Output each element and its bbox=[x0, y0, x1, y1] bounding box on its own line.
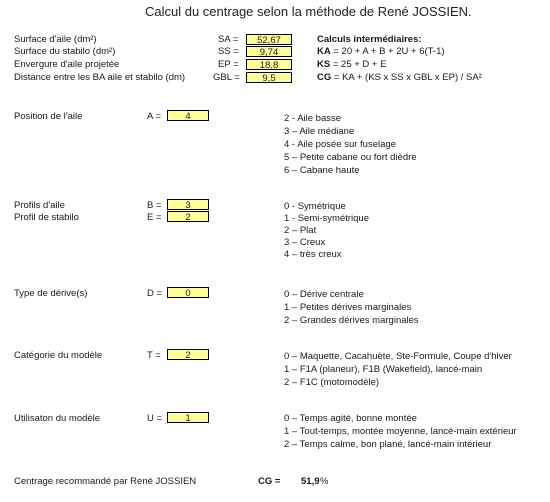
result-unit: % bbox=[320, 476, 329, 487]
profil-stabilo-value-cell[interactable]: 2 bbox=[167, 211, 209, 222]
calc-key-ks: KS bbox=[317, 59, 331, 70]
position-option: 6 – Cabane haute bbox=[284, 165, 360, 176]
utilisation-option: 2 – Temps calme, bon plané, lancé-main intérieur bbox=[284, 439, 492, 450]
utilisation-label: Utilisaton du modèle bbox=[14, 413, 101, 424]
categorie-option: 0 – Maquette, Cacahuète, Ste-Formule, Coupe d'hiver bbox=[284, 351, 512, 362]
derive-option: 2 – Grandes dérives marginales bbox=[284, 315, 419, 326]
derive-label: Type de dérive(s) bbox=[14, 288, 88, 299]
calc-key-ka: KA bbox=[317, 46, 331, 57]
position-option: 3 – Aile médiane bbox=[284, 126, 355, 137]
calc-key-cg: CG bbox=[317, 72, 332, 83]
profil-option: 0 - Symétrique bbox=[284, 201, 346, 212]
categorie-option: 1 – F1A (planeur), F1B (Wakefield), lancé-main bbox=[284, 364, 483, 375]
derive-option: 1 – Petites dérives marginales bbox=[284, 302, 412, 313]
categorie-label: Catégorie du modèle bbox=[14, 350, 103, 361]
ep-value-cell[interactable]: 18,8 bbox=[246, 59, 292, 70]
profil-stabilo-code: E = bbox=[147, 212, 162, 223]
position-code: A = bbox=[147, 111, 161, 122]
input-label-gbl: Distance entre les BA aile et stabilo (dm) bbox=[14, 72, 186, 83]
calc-heading: Calculs intermédiaires: bbox=[317, 34, 422, 45]
utilisation-code: U = bbox=[147, 413, 163, 424]
profil-option: 4 – très creux bbox=[284, 249, 342, 260]
input-code-gbl: GBL = bbox=[213, 72, 240, 83]
position-option: 4 - Aile posée sur fuselage bbox=[284, 139, 396, 150]
calc-expr-ks: = 25 + D + E bbox=[330, 59, 387, 70]
result-value: 51,9 bbox=[301, 476, 320, 487]
categorie-value-cell[interactable]: 2 bbox=[167, 349, 209, 360]
position-value-cell[interactable]: 4 bbox=[167, 110, 209, 121]
gbl-value-cell[interactable]: 9,5 bbox=[246, 72, 292, 83]
profil-aile-code: B = bbox=[147, 200, 162, 211]
derive-code: D = bbox=[147, 288, 163, 299]
profil-option: 1 - Semi-symétrique bbox=[284, 213, 369, 224]
sa-value-cell[interactable]: 52,67 bbox=[246, 34, 292, 45]
input-code-sa: SA = bbox=[218, 34, 239, 45]
calc-line-ks bbox=[317, 59, 386, 71]
result-label: Centrage recommandé par René JOSSIEN bbox=[14, 476, 197, 487]
categorie-code: T = bbox=[147, 350, 161, 361]
input-label-ep: Envergure d'aile projetée bbox=[14, 59, 120, 70]
input-label-sa: Surface d'aile (dm²) bbox=[14, 34, 97, 45]
derive-value-cell[interactable]: 0 bbox=[167, 287, 209, 298]
profil-option: 2 – Plat bbox=[284, 225, 317, 236]
utilisation-option: 1 – Tout-temps, montée moyenne, lancé-main extérieur bbox=[284, 426, 517, 437]
ss-value-cell[interactable]: 9,74 bbox=[246, 46, 292, 57]
calc-line-cg bbox=[317, 72, 482, 84]
result-code: CG = bbox=[258, 476, 281, 487]
derive-option: 0 – Dérive centrale bbox=[284, 289, 364, 300]
position-option: 2 - Aile basse bbox=[284, 113, 342, 124]
calc-line-ka bbox=[317, 46, 445, 58]
profil-option: 3 – Creux bbox=[284, 237, 326, 248]
position-label: Position de l'aile bbox=[14, 111, 83, 122]
input-label-ss: Surface du stabilo (dm²) bbox=[14, 46, 116, 57]
calc-expr-cg: = KA + (KS x SS x GBL x EP) / SA² bbox=[331, 72, 482, 83]
profil-aile-label: Profils d'aile bbox=[14, 200, 65, 211]
calc-expr-ka: = 20 + A + B + 2U + 6(T-1) bbox=[330, 46, 445, 57]
categorie-option: 2 – F1C (motomodèle) bbox=[284, 377, 380, 388]
input-code-ss: SS = bbox=[218, 46, 239, 57]
profil-aile-value-cell[interactable]: 3 bbox=[167, 199, 209, 210]
profil-stabilo-label: Profil de stabilo bbox=[14, 212, 79, 223]
position-option: 5 – Petite cabane ou fort dièdre bbox=[284, 152, 417, 163]
utilisation-value-cell[interactable]: 1 bbox=[167, 412, 209, 423]
page-title: Calcul du centrage selon la méthode de René JOSSIEN. bbox=[145, 4, 472, 19]
input-code-ep: EP = bbox=[218, 59, 239, 70]
utilisation-option: 0 – Temps agité, bonne montée bbox=[284, 413, 417, 424]
